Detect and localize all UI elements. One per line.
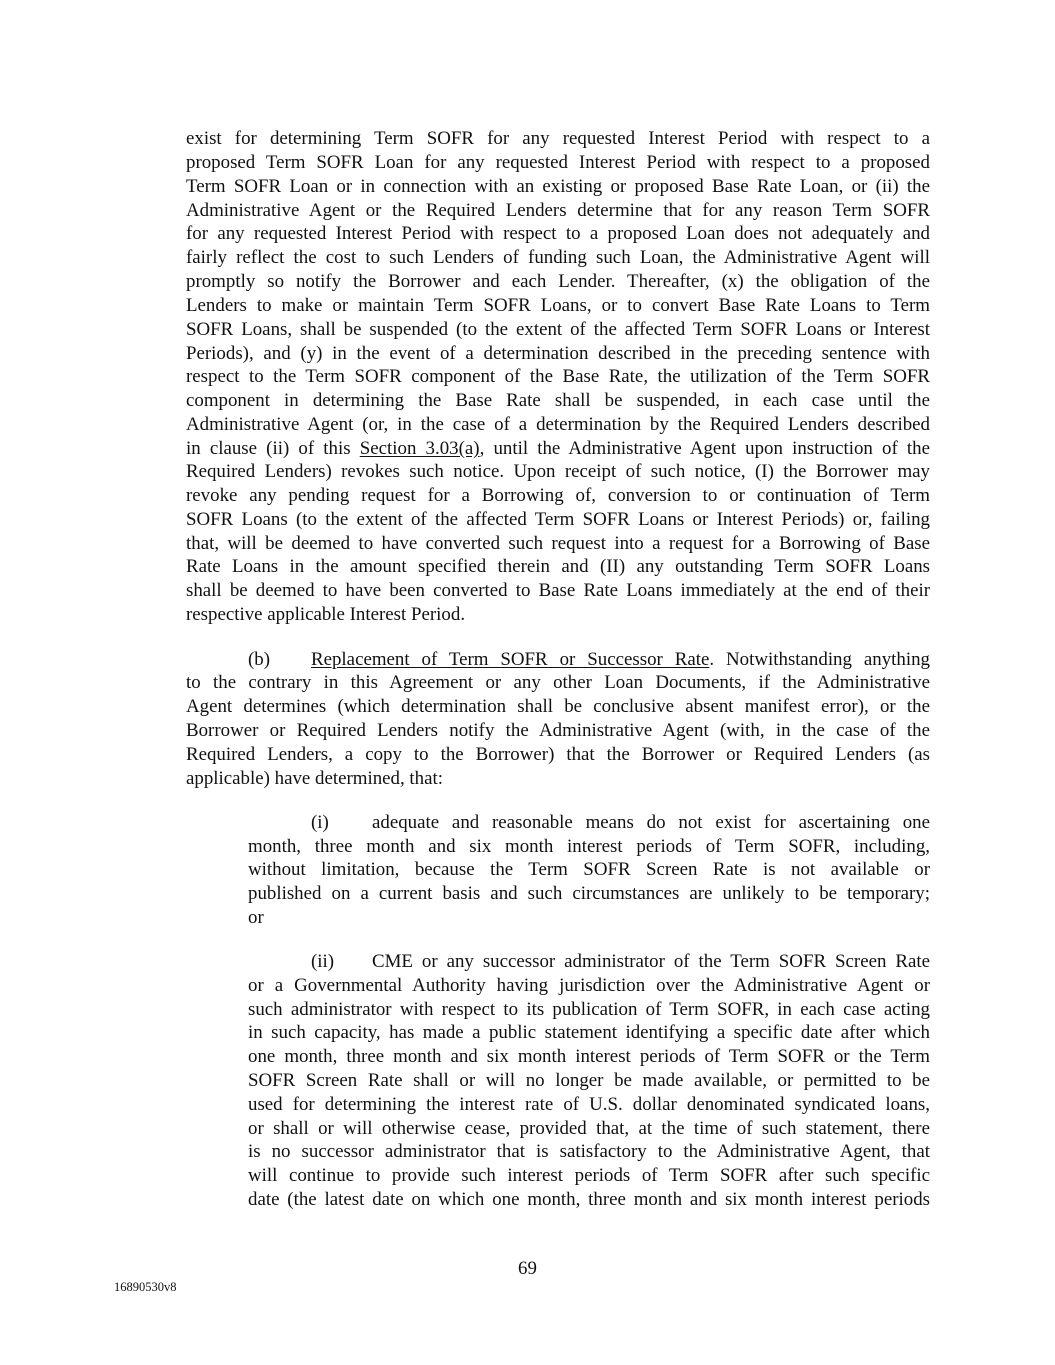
text-line: SOFR Loans, shall be suspended (to the extent of the affected Term SOFR Loans or Interest [186, 319, 930, 340]
text-line: respect to the Term SOFR component of the Base Rate, the utilization of the Term SOFR [186, 366, 930, 387]
text-line: such administrator with respect to its publication of Term SOFR, in each case acting [248, 999, 930, 1020]
text-segment: , until the Administrative Agent upon instruction of the [479, 438, 930, 459]
paragraph-b-first-line [311, 648, 930, 672]
text-line: that, will be deemed to have converted such request into a request for a Borrowing of Base [186, 533, 930, 554]
text-line: SOFR Loans (to the extent of the affected Term SOFR Loans or Interest Periods) or, failing [186, 509, 930, 530]
text-line: respective applicable Interest Period. [186, 604, 466, 625]
text-line: published on a current basis and such circumstances are unlikely to be temporary; [248, 883, 930, 904]
text-line: will continue to provide such interest periods of Term SOFR after such specific [248, 1165, 930, 1186]
text-line: Required Lenders, a copy to the Borrower) that the Borrower or Required Lenders (as [186, 744, 930, 765]
paragraph-b-label: (b) [248, 649, 271, 670]
text-line: shall be deemed to have been converted to Base Rate Loans immediately at the end of their [186, 580, 930, 601]
text-line: to the contrary in this Agreement or any other Loan Documents, if the Administrative [186, 672, 930, 693]
section-3-03a-reference: Section 3.03(a) [359, 438, 480, 459]
text-line: or a Governmental Authority having jurisdiction over the Administrative Agent or [248, 975, 930, 996]
text-line: used for determining the interest rate of U.S. dollar denominated syndicated loans, [248, 1094, 930, 1115]
text-line: month, three month and six month interest periods of Term SOFR, including, [248, 836, 930, 857]
text-line: is no successor administrator that is satisfactory to the Administrative Agent, that [248, 1141, 930, 1162]
text-line: Term SOFR Loan or in connection with an existing or proposed Base Rate Loan, or (ii) the [186, 176, 930, 197]
text-line: one month, three month and six month interest periods of Term SOFR or the Term [248, 1046, 930, 1067]
text-segment: in clause (ii) of this [186, 438, 360, 459]
text-line: Administrative Agent (or, in the case of a determination by the Required Lenders described [186, 414, 930, 435]
text-line: in such capacity, has made a public statement identifying a specific date after which [248, 1022, 930, 1043]
text-line: without limitation, because the Term SOFR Screen Rate is not available or [248, 859, 930, 880]
text-line-with-section-link [186, 437, 930, 461]
text-line: adequate and reasonable means do not exist for ascertaining one [372, 812, 930, 833]
text-line: Lenders to make or maintain Term SOFR Loans, or to convert Base Rate Loans to Term [186, 295, 930, 316]
text-line: fairly reflect the cost to such Lenders of funding such Loan, the Administrative Agent will [186, 247, 930, 268]
text-line: exist for determining Term SOFR for any requested Interest Period with respect to a [186, 128, 930, 149]
text-line: applicable) have determined, that: [186, 768, 444, 789]
document-id: 16890530v8 [114, 1280, 177, 1294]
text-line: for any requested Interest Period with respect to a proposed Loan does not adequately and [186, 223, 930, 244]
text-line: proposed Term SOFR Loan for any requested Interest Period with respect to a proposed [186, 152, 930, 173]
paragraph-b-heading: Replacement of Term SOFR or Successor Rate [311, 649, 710, 670]
text-line: or shall or will otherwise cease, provided that, at the time of such statement, there [248, 1118, 930, 1139]
text-line: revoke any pending request for a Borrowing of, conversion to or continuation of Term [186, 485, 930, 506]
text-line: Agent determines (which determination shall be conclusive absent manifest error), or the [186, 696, 930, 717]
text-line: Administrative Agent or the Required Lenders determine that for any reason Term SOFR [186, 200, 930, 221]
text-segment: . Notwithstanding anything [709, 649, 930, 670]
page-number: 69 [518, 1258, 537, 1279]
text-line: date (the latest date on which one month, three month and six month interest periods [248, 1189, 930, 1210]
text-line: or [248, 907, 264, 928]
text-line: promptly so notify the Borrower and each Lender. Thereafter, (x) the obligation of the [186, 271, 930, 292]
text-line: component in determining the Base Rate shall be suspended, in each case until the [186, 390, 930, 411]
text-line: CME or any successor administrator of the Term SOFR Screen Rate [372, 951, 930, 972]
clause-ii-label: (ii) [311, 951, 335, 972]
text-line: Rate Loans in the amount specified therein and (II) any outstanding Term SOFR Loans [186, 556, 930, 577]
text-line: Borrower or Required Lenders notify the Administrative Agent (with, in the case of the [186, 720, 930, 741]
text-line: SOFR Screen Rate shall or will no longer be made available, or permitted to be [248, 1070, 930, 1091]
text-line: Required Lenders) revokes such notice. Upon receipt of such notice, (I) the Borrower may [186, 461, 930, 482]
clause-i-label: (i) [311, 812, 329, 833]
text-line: Periods), and (y) in the event of a determination described in the preceding sentence with [186, 343, 930, 364]
